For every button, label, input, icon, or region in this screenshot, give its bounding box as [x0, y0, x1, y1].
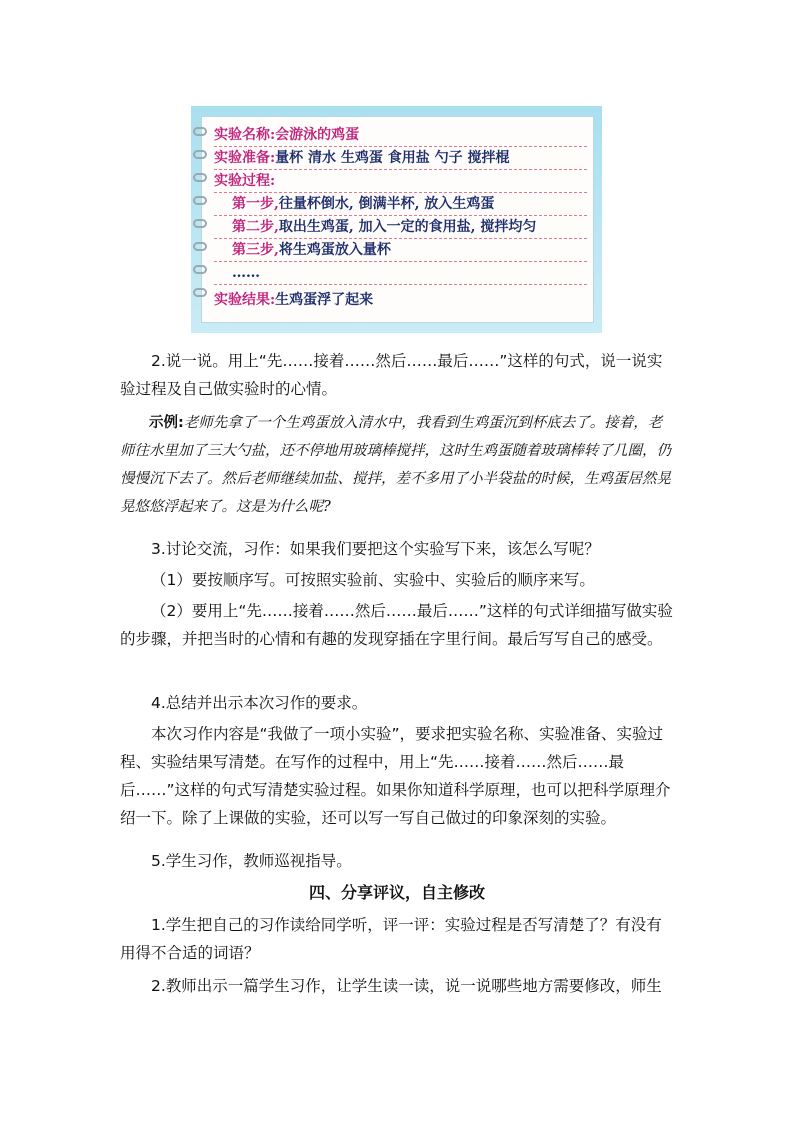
- ring-binding: [193, 127, 207, 136]
- ring-binding: [193, 150, 207, 159]
- experiment-result-value: 生鸡蛋浮了起来: [275, 292, 374, 308]
- step-line: [214, 193, 587, 216]
- experiment-name-label: 实验名称:: [214, 127, 276, 143]
- step-line: [214, 216, 587, 239]
- example-text: 老师先拿了一个生鸡蛋放入清水中，我看到生鸡蛋沉到杯底去了。接着，老师往水里加了三大勺盐，还不停地用玻璃棒搅拌，这时生鸡蛋随着玻璃棒转了几圈，仍慢慢沉下去了。然后老师继续加盐、搅拌，差不多用了小半袋盐的时候，生鸡蛋居然晃晃悠悠浮起来了。这是为什么呢?: [120, 415, 671, 515]
- ring-binding: [193, 265, 207, 274]
- experiment-prep-label: 实验准备:: [214, 150, 276, 166]
- step-text: 将生鸡蛋放入量杯: [278, 242, 391, 258]
- paragraph-writing: 5.学生习作，教师巡视指导。: [151, 852, 352, 870]
- experiment-prep-line: [214, 147, 587, 170]
- paragraph-discuss: 3.讨论交流，习作：如果我们要把这个实验写下来，该怎么写呢？: [151, 540, 600, 558]
- notebook-paper: [201, 116, 594, 323]
- experiment-process-line: [214, 170, 587, 193]
- example-paragraph: [120, 409, 676, 521]
- section-heading: 四、分享评议，自主修改: [308, 883, 485, 902]
- ring-binding: [193, 288, 207, 297]
- step-text: 取出生鸡蛋, 加入一定的食用盐, 搅拌均匀: [278, 219, 537, 235]
- experiment-name-value: 会游泳的鸡蛋: [275, 127, 360, 143]
- ellipsis: ……: [232, 265, 260, 281]
- step-label: 第二步,: [232, 219, 279, 235]
- paragraph-say: 2.说一说。用上“先……接着……然后……最后……”这样的句式，说一说实验过程及自己做实验时的心情。: [120, 352, 663, 398]
- ring-binding: [193, 219, 207, 228]
- paragraph-discuss-1: （1）要按顺序写。可按照实验前、实验中、实验后的顺序来写。: [151, 571, 595, 589]
- ellipsis-line: [214, 262, 587, 285]
- paragraph-discuss-2: （2）要用上“先……接着……然后……最后……”这样的句式详细描写做实验的步骤，并把当时的心情和有趣的发现穿插在字里行间。最后写写自己的感受。: [120, 602, 673, 648]
- example-label: 示例:: [149, 415, 184, 431]
- ring-binding: [193, 242, 207, 251]
- experiment-process-label: 实验过程:: [214, 173, 276, 189]
- step-label: 第三步,: [232, 242, 279, 258]
- step-text: 往量杯倒水, 倒满半杯, 放入生鸡蛋: [278, 196, 495, 212]
- paragraph-share: 1.学生把自己的习作读给同学听，评一评：实验过程是否写清楚了？有没有用得不合适的词语？: [120, 916, 662, 962]
- paragraph-requirements: 本次习作内容是“我做了一项小实验”，要求把实验名称、实验准备、实验过程、实验结果写清楚。在写作的过程中，用上“先……接着……然后……最后……”这样的句式写清楚实验过程。如果你知道科学原理，也可以把科学原理介绍一下。除了上课做的实验，还可以写一写自己做过的印象深刻的实验。: [120, 725, 671, 827]
- experiment-result-label: 实验结果:: [214, 292, 276, 308]
- step-label: 第一步,: [232, 196, 279, 212]
- paragraph-teacher: 2.教师出示一篇学生习作，让学生读一读，说一说哪些地方需要修改，师生: [151, 977, 662, 995]
- paragraph-summary: 4.总结并出示本次习作的要求。: [151, 694, 368, 712]
- experiment-prep-value: 量杯 清水 生鸡蛋 食用盐 勺子 搅拌棍: [275, 150, 510, 166]
- experiment-notebook-image: [191, 106, 602, 333]
- step-line: [214, 239, 587, 262]
- experiment-result-line: [214, 289, 587, 312]
- ring-binding: [193, 196, 207, 205]
- ring-binding: [193, 173, 207, 182]
- experiment-name-line: [214, 124, 587, 147]
